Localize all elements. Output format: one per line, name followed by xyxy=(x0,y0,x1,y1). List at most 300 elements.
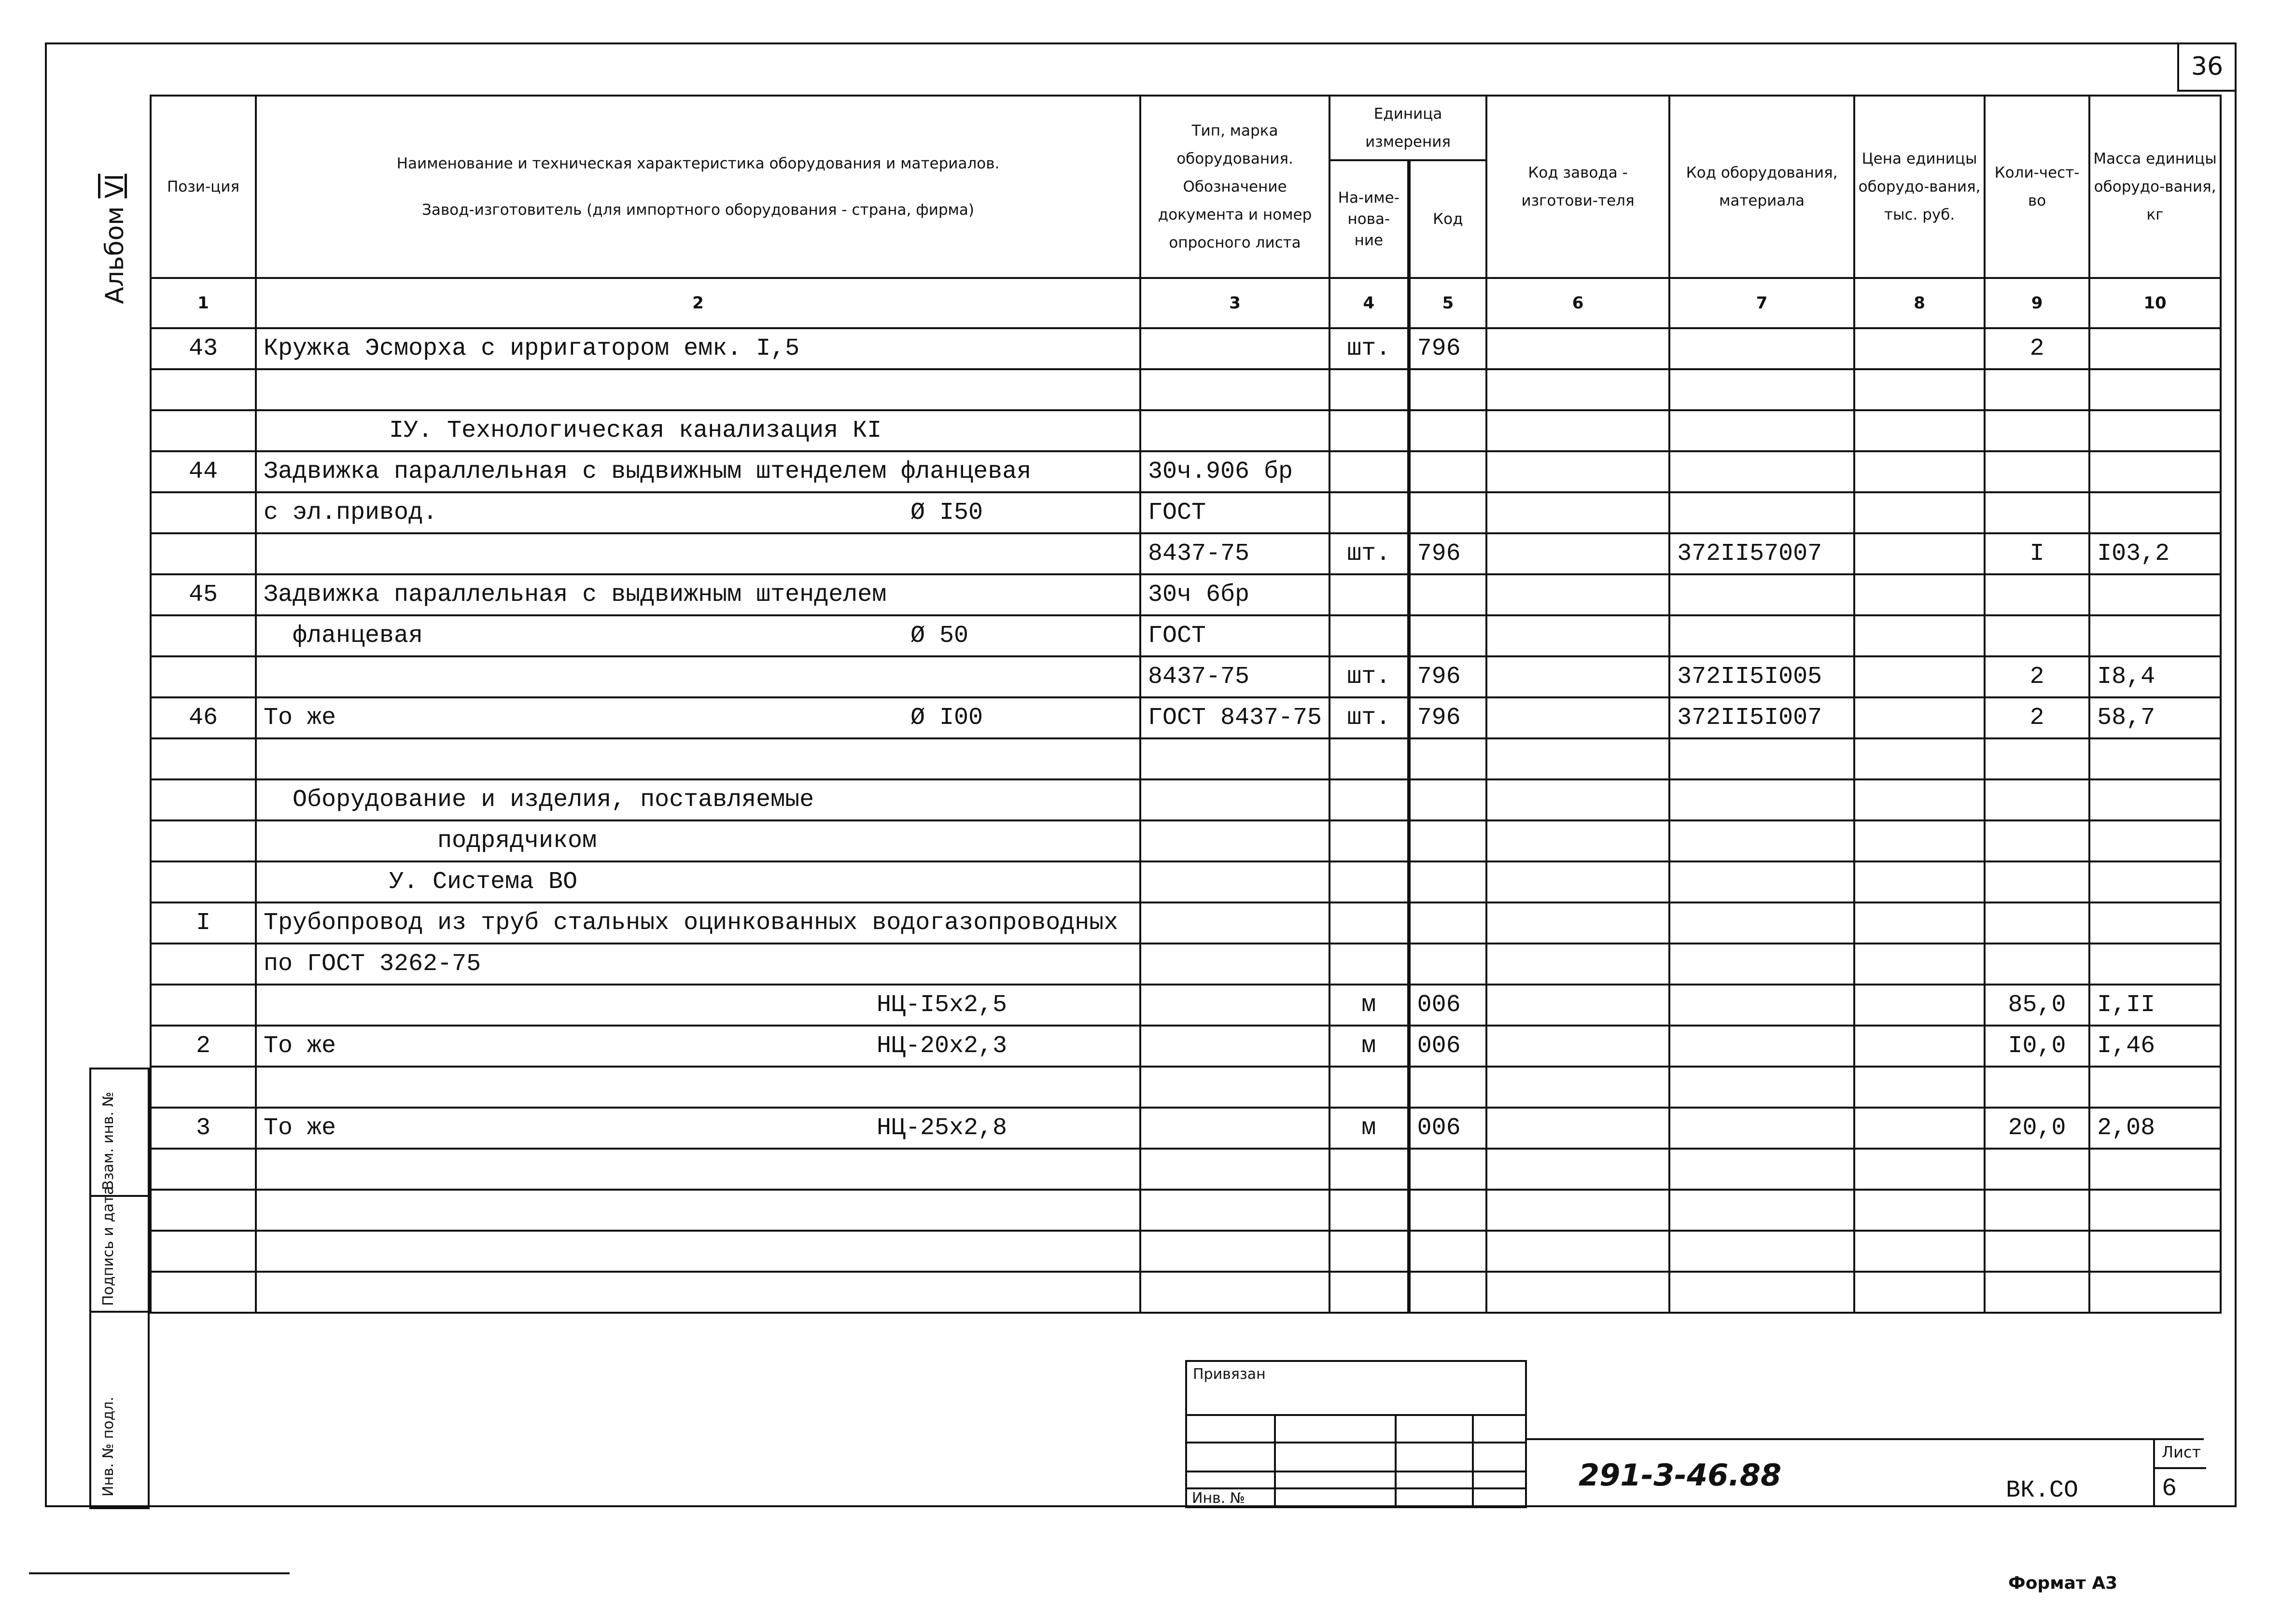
unit-cell: шт. xyxy=(1329,697,1409,738)
position-cell xyxy=(151,656,256,697)
type-cell xyxy=(1140,779,1329,820)
type-cell: ГОСТ xyxy=(1140,492,1329,533)
mass-cell xyxy=(2089,410,2221,451)
specification-body xyxy=(151,328,2221,1313)
type-cell xyxy=(1140,944,1329,985)
unit-cell: м xyxy=(1329,985,1409,1026)
tb-line xyxy=(1187,1487,1525,1489)
item-size: Ø 50 xyxy=(910,622,969,650)
bottom-trim-line xyxy=(29,1572,290,1574)
unit-code-cell xyxy=(1409,944,1486,985)
equipment-code-cell xyxy=(1669,738,1854,779)
quantity-cell xyxy=(1985,1231,2089,1272)
price-cell xyxy=(1854,328,1985,369)
equipment-code-cell: 372II57007 xyxy=(1669,533,1854,574)
price-cell xyxy=(1854,902,1985,944)
type-cell xyxy=(1140,369,1329,410)
name-cell xyxy=(256,369,1140,410)
equipment-code-cell xyxy=(1669,492,1854,533)
table-row xyxy=(151,902,2221,944)
quantity-cell xyxy=(1985,410,2089,451)
table-row xyxy=(151,656,2221,697)
quantity-cell xyxy=(1985,1272,2089,1313)
mass-cell xyxy=(2089,861,2221,902)
unit-code-cell xyxy=(1409,1149,1486,1190)
header-manufacturer-code: Код завода - изготови-теля xyxy=(1486,96,1669,278)
quantity-cell xyxy=(1985,944,2089,985)
position-cell: 46 xyxy=(151,697,256,738)
unit-code-cell: 796 xyxy=(1409,697,1486,738)
title-block-divider xyxy=(1525,1438,2204,1440)
column-number: 8 xyxy=(1854,278,1985,328)
manufacturer-code-cell xyxy=(1486,1149,1669,1190)
item-name: То же xyxy=(264,1032,336,1060)
item-name: То же xyxy=(264,704,336,732)
table-row xyxy=(151,1108,2221,1149)
manufacturer-code-cell xyxy=(1486,492,1669,533)
manufacturer-code-cell xyxy=(1486,779,1669,820)
price-cell xyxy=(1854,944,1985,985)
name-cell xyxy=(256,1149,1140,1190)
price-cell xyxy=(1854,738,1985,779)
header-position: Пози-ция xyxy=(151,96,256,278)
unit-code-cell: 006 xyxy=(1409,1108,1486,1149)
equipment-code-cell xyxy=(1669,861,1854,902)
mass-cell xyxy=(2089,328,2221,369)
name-cell xyxy=(256,902,1140,944)
unit-code-cell: 006 xyxy=(1409,1026,1486,1067)
unit-code-cell xyxy=(1409,820,1486,861)
item-size: Ø I00 xyxy=(910,704,983,732)
name-cell xyxy=(256,656,1140,697)
item-name: То же xyxy=(264,1114,336,1142)
manufacturer-code-cell xyxy=(1486,1231,1669,1272)
item-name: Оборудование и изделия, поставляемые xyxy=(293,786,814,814)
type-cell xyxy=(1140,328,1329,369)
document-code: ВК.СО xyxy=(2006,1477,2079,1504)
equipment-code-cell xyxy=(1669,820,1854,861)
type-cell: 8437-75 xyxy=(1140,533,1329,574)
price-cell xyxy=(1854,1231,1985,1272)
name-cell xyxy=(256,1272,1140,1313)
sheet-corner-number: 36 xyxy=(2177,43,2235,92)
item-size: НЦ-25х2,8 xyxy=(877,1114,1008,1142)
unit-cell xyxy=(1329,1190,1409,1231)
type-cell xyxy=(1140,902,1329,944)
unit-cell: м xyxy=(1329,1026,1409,1067)
price-cell xyxy=(1854,1067,1985,1108)
manufacturer-code-cell xyxy=(1486,1067,1669,1108)
position-cell xyxy=(151,985,256,1026)
unit-code-cell: 006 xyxy=(1409,985,1486,1026)
unit-code-cell xyxy=(1409,410,1486,451)
name-cell xyxy=(256,1108,1140,1149)
name-cell xyxy=(256,1067,1140,1108)
unit-cell xyxy=(1329,1067,1409,1108)
position-cell: 44 xyxy=(151,451,256,492)
equipment-code-cell xyxy=(1669,410,1854,451)
sheet-number: 6 xyxy=(2162,1474,2177,1503)
position-cell xyxy=(151,533,256,574)
unit-code-cell xyxy=(1409,451,1486,492)
header-name-line1: Наименование и техническая характеристика оборудования и материалов. xyxy=(396,155,1000,172)
quantity-cell xyxy=(1985,779,2089,820)
quantity-cell xyxy=(1985,738,2089,779)
unit-cell xyxy=(1329,410,1409,451)
manufacturer-code-cell xyxy=(1486,1026,1669,1067)
unit-cell xyxy=(1329,779,1409,820)
mass-cell xyxy=(2089,369,2221,410)
name-cell xyxy=(256,1231,1140,1272)
price-cell xyxy=(1854,779,1985,820)
name-cell xyxy=(256,985,1140,1026)
left-stamp-strip xyxy=(89,1068,150,1509)
type-cell xyxy=(1140,1231,1329,1272)
item-name: по ГОСТ 3262-75 xyxy=(264,950,481,978)
unit-cell xyxy=(1329,944,1409,985)
position-cell xyxy=(151,1067,256,1108)
equipment-code-cell xyxy=(1669,1108,1854,1149)
table-row xyxy=(151,985,2221,1026)
mass-cell xyxy=(2089,451,2221,492)
manufacturer-code-cell xyxy=(1486,451,1669,492)
price-cell xyxy=(1854,1026,1985,1067)
equipment-code-cell xyxy=(1669,779,1854,820)
equipment-code-cell xyxy=(1669,451,1854,492)
column-number: 4 xyxy=(1329,278,1409,328)
quantity-cell xyxy=(1985,1149,2089,1190)
quantity-cell xyxy=(1985,902,2089,944)
item-name: Кружка Эсморха с ирригатором емк. I,5 xyxy=(264,335,800,362)
position-cell xyxy=(151,1190,256,1231)
name-cell xyxy=(256,738,1140,779)
item-size: НЦ-I5х2,5 xyxy=(877,991,1008,1019)
mass-cell xyxy=(2089,1190,2221,1231)
quantity-cell xyxy=(1985,1190,2089,1231)
equipment-code-cell xyxy=(1669,1067,1854,1108)
price-cell xyxy=(1854,656,1985,697)
equipment-code-cell xyxy=(1669,328,1854,369)
unit-code-cell xyxy=(1409,861,1486,902)
column-number: 3 xyxy=(1140,278,1329,328)
type-cell: 30ч 6бр xyxy=(1140,574,1329,615)
unit-cell xyxy=(1329,820,1409,861)
position-cell xyxy=(151,1231,256,1272)
manufacturer-code-cell xyxy=(1486,1272,1669,1313)
equipment-code-cell xyxy=(1669,902,1854,944)
quantity-cell xyxy=(1985,615,2089,656)
unit-code-cell: 796 xyxy=(1409,656,1486,697)
price-cell xyxy=(1854,1108,1985,1149)
type-cell xyxy=(1140,861,1329,902)
tb-line xyxy=(1187,1442,1525,1444)
mass-cell: I,46 xyxy=(2089,1026,2221,1067)
type-cell: 30ч.906 бр xyxy=(1140,451,1329,492)
unit-code-cell xyxy=(1409,738,1486,779)
unit-code-cell xyxy=(1409,492,1486,533)
item-name: подрядчиком xyxy=(437,827,597,855)
name-cell xyxy=(256,410,1140,451)
table-row xyxy=(151,574,2221,615)
quantity-cell xyxy=(1985,861,2089,902)
quantity-cell xyxy=(1985,1067,2089,1108)
manufacturer-code-cell xyxy=(1486,574,1669,615)
column-number: 10 xyxy=(2089,278,2221,328)
position-cell xyxy=(151,492,256,533)
unit-cell xyxy=(1329,738,1409,779)
column-number: 7 xyxy=(1669,278,1854,328)
table-row xyxy=(151,328,2221,369)
unit-code-cell xyxy=(1409,1231,1486,1272)
name-cell xyxy=(256,1190,1140,1231)
type-cell xyxy=(1140,820,1329,861)
position-cell xyxy=(151,861,256,902)
manufacturer-code-cell xyxy=(1486,944,1669,985)
item-name: Трубопровод из труб стальных оцинкованных водогазопроводных xyxy=(264,909,1119,937)
table-row xyxy=(151,1190,2221,1231)
sheet-label: Лист xyxy=(2162,1443,2201,1461)
tb-vline xyxy=(1472,1414,1474,1508)
header-unit-name: На-име-нова-ние xyxy=(1329,160,1409,278)
manufacturer-code-cell xyxy=(1486,328,1669,369)
name-cell xyxy=(256,533,1140,574)
mass-cell xyxy=(2089,820,2221,861)
position-cell xyxy=(151,410,256,451)
item-name: Задвижка параллельная с выдвижным штенделем фланцевая xyxy=(264,458,1032,486)
column-number: 6 xyxy=(1486,278,1669,328)
price-cell xyxy=(1854,451,1985,492)
type-cell: ГОСТ 8437-75 xyxy=(1140,697,1329,738)
equipment-code-cell xyxy=(1669,1026,1854,1067)
column-number: 2 xyxy=(256,278,1140,328)
type-cell xyxy=(1140,985,1329,1026)
name-cell xyxy=(256,944,1140,985)
name-cell xyxy=(256,492,1140,533)
manufacturer-code-cell xyxy=(1486,656,1669,697)
mass-cell: I03,2 xyxy=(2089,533,2221,574)
item-name: фланцевая xyxy=(293,622,423,650)
table-row xyxy=(151,369,2221,410)
unit-cell: шт. xyxy=(1329,656,1409,697)
mass-cell xyxy=(2089,1149,2221,1190)
manufacturer-code-cell xyxy=(1486,1190,1669,1231)
price-cell xyxy=(1854,492,1985,533)
table-row xyxy=(151,1272,2221,1313)
header-price: Цена единицы оборудо-вания, тыс. руб. xyxy=(1854,96,1985,278)
unit-cell: м xyxy=(1329,1108,1409,1149)
table-row xyxy=(151,1231,2221,1272)
mass-cell xyxy=(2089,574,2221,615)
type-cell xyxy=(1140,1190,1329,1231)
unit-cell xyxy=(1329,861,1409,902)
column-number: 9 xyxy=(1985,278,2089,328)
tb-vline xyxy=(1395,1414,1397,1508)
type-cell xyxy=(1140,410,1329,451)
manufacturer-code-cell xyxy=(1486,410,1669,451)
type-cell xyxy=(1140,1067,1329,1108)
unit-cell xyxy=(1329,451,1409,492)
unit-cell: шт. xyxy=(1329,533,1409,574)
mass-cell: 2,08 xyxy=(2089,1108,2221,1149)
equipment-code-cell xyxy=(1669,1231,1854,1272)
price-cell xyxy=(1854,1149,1985,1190)
inv-no-label: Инв. № xyxy=(1192,1490,1245,1507)
stamp-divider xyxy=(91,1311,148,1313)
manufacturer-code-cell xyxy=(1486,902,1669,944)
name-cell xyxy=(256,861,1140,902)
manufacturer-code-cell xyxy=(1486,738,1669,779)
mass-cell xyxy=(2089,1067,2221,1108)
unit-code-cell: 796 xyxy=(1409,328,1486,369)
stamp-vzam-label: Взам. инв. № xyxy=(100,1092,117,1190)
name-cell xyxy=(256,328,1140,369)
name-cell xyxy=(256,1026,1140,1067)
position-cell xyxy=(151,369,256,410)
equipment-code-cell: 372II5I007 xyxy=(1669,697,1854,738)
manufacturer-code-cell xyxy=(1486,861,1669,902)
table-row xyxy=(151,615,2221,656)
unit-cell xyxy=(1329,369,1409,410)
position-cell xyxy=(151,615,256,656)
manufacturer-code-cell xyxy=(1486,820,1669,861)
quantity-cell xyxy=(1985,369,2089,410)
price-cell xyxy=(1854,410,1985,451)
table-row xyxy=(151,944,2221,985)
unit-code-cell xyxy=(1409,902,1486,944)
price-cell xyxy=(1854,574,1985,615)
unit-cell xyxy=(1329,1272,1409,1313)
unit-cell xyxy=(1329,615,1409,656)
quantity-cell xyxy=(1985,451,2089,492)
tb-line xyxy=(1187,1471,1525,1472)
price-cell xyxy=(1854,820,1985,861)
equipment-code-cell xyxy=(1669,574,1854,615)
stamp-inv-no-label: Инв. № подл. xyxy=(100,1397,117,1497)
position-cell: 45 xyxy=(151,574,256,615)
type-cell xyxy=(1140,1272,1329,1313)
table-row xyxy=(151,738,2221,779)
title-block-privyazan xyxy=(1185,1360,1527,1508)
table-row xyxy=(151,779,2221,820)
manufacturer-code-cell xyxy=(1486,1108,1669,1149)
unit-code-cell xyxy=(1409,779,1486,820)
equipment-code-cell xyxy=(1669,944,1854,985)
price-cell xyxy=(1854,369,1985,410)
unit-code-cell xyxy=(1409,574,1486,615)
item-size: НЦ-20х2,3 xyxy=(877,1032,1008,1060)
mass-cell xyxy=(2089,615,2221,656)
tb-line xyxy=(1187,1414,1525,1416)
equipment-code-cell xyxy=(1669,1272,1854,1313)
price-cell xyxy=(1854,615,1985,656)
mass-cell xyxy=(2089,779,2221,820)
position-cell xyxy=(151,944,256,985)
table-row xyxy=(151,820,2221,861)
equipment-code-cell: 372II5I005 xyxy=(1669,656,1854,697)
equipment-code-cell xyxy=(1669,1149,1854,1190)
table-row xyxy=(151,492,2221,533)
table-row xyxy=(151,861,2221,902)
unit-cell xyxy=(1329,1149,1409,1190)
unit-cell xyxy=(1329,492,1409,533)
stamp-sign-date-label: Подпись и дата xyxy=(100,1186,117,1306)
quantity-cell: I xyxy=(1985,533,2089,574)
sheet-box-divider xyxy=(2153,1467,2206,1469)
quantity-cell xyxy=(1985,820,2089,861)
quantity-cell xyxy=(1985,492,2089,533)
unit-code-cell xyxy=(1409,1067,1486,1108)
name-cell xyxy=(256,820,1140,861)
quantity-cell: 20,0 xyxy=(1985,1108,2089,1149)
mass-cell xyxy=(2089,902,2221,944)
mass-cell: I,II xyxy=(2089,985,2221,1026)
album-word: Альбом xyxy=(100,206,129,304)
header-equipment-code: Код оборудования, материала xyxy=(1669,96,1854,278)
table-row xyxy=(151,533,2221,574)
type-cell xyxy=(1140,738,1329,779)
unit-code-cell xyxy=(1409,1190,1486,1231)
position-cell: 2 xyxy=(151,1026,256,1067)
specification-table xyxy=(150,95,2222,1314)
mass-cell xyxy=(2089,1231,2221,1272)
quantity-cell: 2 xyxy=(1985,328,2089,369)
price-cell xyxy=(1854,533,1985,574)
equipment-code-cell xyxy=(1669,615,1854,656)
position-cell: 43 xyxy=(151,328,256,369)
header-quantity: Коли-чест-во xyxy=(1985,96,2089,278)
header-row-1 xyxy=(151,96,2221,160)
manufacturer-code-cell xyxy=(1486,615,1669,656)
table-row xyxy=(151,410,2221,451)
column-number: 5 xyxy=(1409,278,1486,328)
equipment-code-cell xyxy=(1669,1190,1854,1231)
header-mass: Масса единицы оборудо-вания, кг xyxy=(2089,96,2221,278)
name-cell xyxy=(256,615,1140,656)
item-size: Ø I50 xyxy=(910,499,983,527)
album-roman: VI xyxy=(100,173,129,198)
price-cell xyxy=(1854,697,1985,738)
price-cell xyxy=(1854,861,1985,902)
quantity-cell xyxy=(1985,574,2089,615)
mass-cell xyxy=(2089,738,2221,779)
header-name-line2: Завод-изготовитель (для импортного оборудования - страна, фирма) xyxy=(421,201,975,219)
item-name: IУ. Технологическая канализация КI xyxy=(389,417,882,444)
manufacturer-code-cell xyxy=(1486,533,1669,574)
type-cell xyxy=(1140,1149,1329,1190)
position-cell xyxy=(151,738,256,779)
equipment-code-cell xyxy=(1669,985,1854,1026)
unit-cell xyxy=(1329,574,1409,615)
type-cell: 8437-75 xyxy=(1140,656,1329,697)
format-label: Формат А3 xyxy=(2008,1573,2118,1593)
column-numbers-row xyxy=(151,278,2221,328)
tb-vline xyxy=(1274,1414,1276,1508)
quantity-cell: 2 xyxy=(1985,697,2089,738)
header-type: Тип, марка оборудования. Обозначение документа и номер опросного листа xyxy=(1140,96,1329,278)
mass-cell: 58,7 xyxy=(2089,697,2221,738)
document-number: 291-3-46.88 xyxy=(1579,1457,1782,1493)
unit-cell xyxy=(1329,1231,1409,1272)
position-cell xyxy=(151,1272,256,1313)
table-row xyxy=(151,1067,2221,1108)
column-number: 1 xyxy=(151,278,256,328)
type-cell xyxy=(1140,1108,1329,1149)
header-unit-code: Код xyxy=(1409,160,1486,278)
unit-cell: шт. xyxy=(1329,328,1409,369)
mass-cell xyxy=(2089,492,2221,533)
type-cell xyxy=(1140,1026,1329,1067)
quantity-cell: 2 xyxy=(1985,656,2089,697)
